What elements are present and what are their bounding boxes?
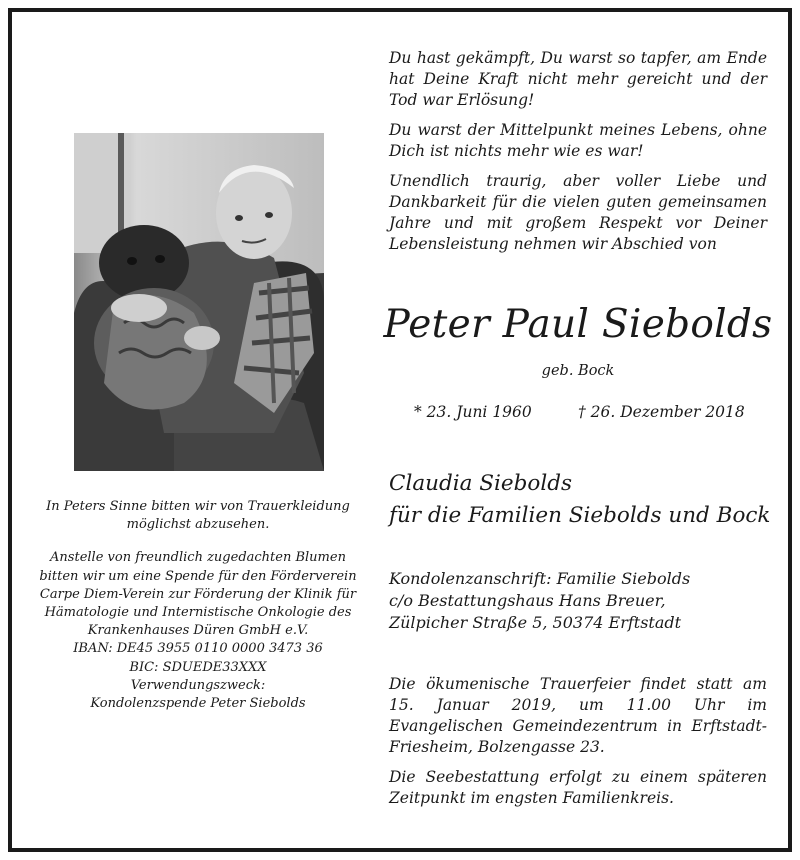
poem-paragraph-1: Du hast gekämpft, Du warst so tapfer, am Ende hat Deine Kraft nicht mehr gereicht und der Tod war Erlösung! — [389, 49, 767, 109]
purpose-label: Verwendungszweck: — [130, 677, 266, 693]
donation-line-5: Krankenhauses Düren GmbH e.V. — [87, 623, 309, 639]
deceased-name: Peter Paul Siebolds — [383, 302, 773, 347]
poem-paragraph-3: Unendlich traurig, aber voller Liebe und Dankbarkeit für die vielen guten gemeinsamen Jahre und mit großem Respekt vor Deiner Lebensleistung nehmen wir Abschied von — [389, 172, 767, 253]
service-paragraph-2: Die Seebestattung erfolgt zu einem späteren Zeitpunkt im engsten Familienkreis. — [389, 768, 767, 807]
donation-line-1: Anstelle von freundlich zugedachten Blumen — [50, 550, 346, 566]
mourner-line-1: Claudia Siebolds — [389, 471, 572, 496]
purpose: Kondolenzspende Peter Siebolds — [90, 696, 306, 712]
mourner-line-2: für die Familien Siebolds und Bock — [389, 503, 771, 528]
address-line-1: Kondolenzanschrift: Familie Siebolds — [389, 569, 691, 588]
clothing-note-line-1: In Peters Sinne bitten wir von Trauerkleidung — [46, 499, 350, 514]
bic: BIC: SDUEDE33XXX — [129, 659, 267, 675]
poem-paragraph-2: Du warst der Mittelpunkt meines Lebens, ohne Dich ist nichts mehr wie es war! — [389, 121, 767, 160]
portrait-photo — [74, 133, 324, 471]
condolence-address — [389, 568, 769, 634]
service-paragraph-1: Die ökumenische Trauerfeier findet statt am 15. Januar 2019, um 11.00 Uhr im Evangelischen Gemeindezentrum in Erftstadt-Friesheim, Bolzengasse 23. — [389, 675, 767, 756]
address-line-2: c/o Bestattungshaus Hans Breuer, — [389, 591, 666, 610]
donation-line-3: Carpe Diem-Verein zur Förderung der Klinik für — [39, 586, 357, 602]
portrait-photo-icon — [74, 133, 324, 471]
mourners — [389, 468, 779, 532]
obituary-frame — [8, 8, 792, 852]
donation-line-4: Hämatologie und Internistische Onkologie des — [44, 605, 352, 621]
address-line-3: Zülpicher Straße 5, 50374 Erftstadt — [389, 613, 682, 632]
birth-name: geb. Bock — [541, 363, 615, 379]
death-date: † 26. Dezember 2018 — [578, 403, 745, 421]
notice-text — [32, 498, 364, 713]
service-info — [389, 674, 767, 818]
iban: IBAN: DE45 3955 0110 0000 3473 36 — [73, 641, 323, 657]
birth-date: * 23. Juni 1960 — [414, 403, 532, 421]
poem-text — [389, 48, 767, 264]
clothing-note-line-2: möglichst abzusehen. — [126, 517, 270, 533]
donation-line-2: bitten wir um eine Spende für den Förderverein — [39, 568, 357, 584]
